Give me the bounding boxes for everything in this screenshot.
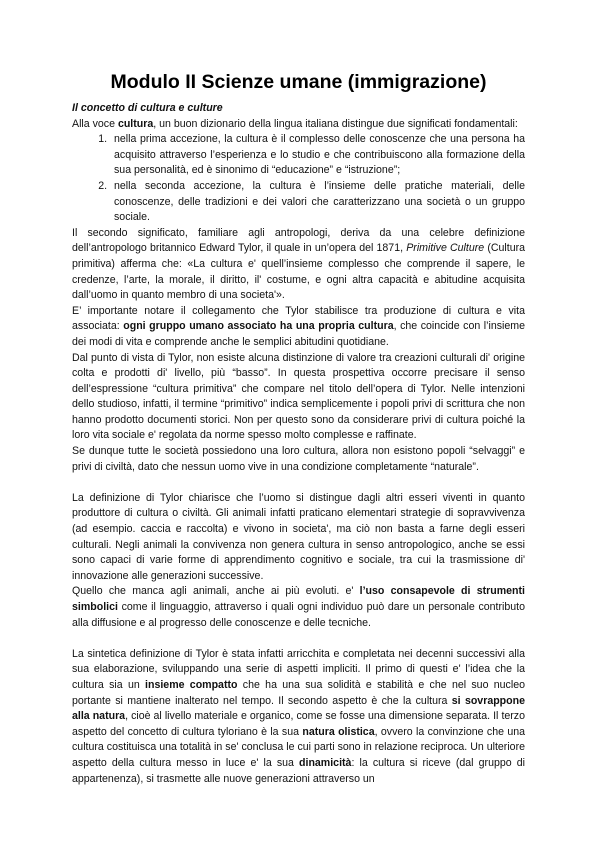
sintetica-text-1: La sintetica definizione di Tylor è stata infatti arricchita e completata nei decenni successivi alla sua elaborazione, sviluppando una serie di aspetti impliciti. Il primo di questi e' l’idea che la cultura sia un: [72, 647, 525, 691]
collegamento-bold: ogni gruppo umano associato ha una propria cultura: [123, 320, 394, 333]
manca-text-2: come il linguaggio, attraverso i quali ogni individuo può dare un personale contributo alla diffusione e al progresso delle conoscenze e delle tecniche.: [72, 601, 525, 629]
sintetica-text-4: , ovvero la convinzione che una cultura costituisca una totalità in se' conclusa le cui parti sono in relazione reciproca. Un ulteriore aspetto della cultura messo in luce e' la sua: [72, 725, 526, 769]
page-title: Modulo II Scienze umane (immigrazione): [110, 71, 487, 93]
intro-text-2: , un buon dizionario della lingua italiana distingue due significati fondamentali:: [153, 117, 518, 130]
tylor-text-2: (Cultura primitiva) afferma che: «La cultura e' quell’insieme complesso che comprende il sapere, le credenze, l’arte, la morale, il diritto, il' costume, e ogni altra capacità e abitudine acquisita dall’uomo in quanto membro di una societa'».: [72, 242, 526, 302]
list-item-2: 2. nella seconda accezione, la cultura è l’insieme delle pratiche materiali, delle conoscenze, delle tradizioni e dei valori che caratterizzano una società o un gruppo sociale.: [110, 179, 525, 226]
paragraph-spacer: [72, 631, 525, 647]
sintetica-text-2: che ha una sua solidità e stabilità e che nel suo nucleo portante si mantiene inalterato nel tempo. Il secondo aspetto è che la cultura: [72, 678, 525, 707]
tylor-paragraph: [72, 226, 525, 304]
manca-text-1: Quello che manca agli animali, anche ai più evoluti. e': [72, 585, 360, 598]
sintetica-text-3: , cioè al livello materiale e organico, come se fosse una dimensione separata. Il terzo aspetto del concetto di cultura tyloriano è la sua: [72, 710, 525, 738]
tylor-book-title: Primitive Culture: [406, 242, 485, 255]
paragraph-spacer: [72, 475, 525, 491]
sintetica-paragraph: [72, 647, 525, 787]
sintetica-bold-3: natura olistica: [302, 725, 375, 738]
intro-bold-cultura: cultura: [117, 117, 154, 130]
sintetica-bold-4: dinamicità: [299, 756, 352, 769]
intro-paragraph: [72, 117, 525, 133]
collegamento-paragraph: [72, 304, 525, 351]
sintetica-bold-1: insieme compatto: [145, 678, 238, 691]
manca-bold: l’uso consapevole di strumenti simbolici: [72, 585, 525, 613]
manca-paragraph: [72, 584, 525, 631]
intro-text-1: Alla voce: [72, 117, 118, 130]
societa-paragraph: Se dunque tutte le società possiedono una loro cultura, allora non esistono popoli “selvaggi” e privi di civiltà, dato che nessun uomo vive in una condizione completamente “naturale”.: [72, 445, 525, 473]
list-item-1: 1. nella prima accezione, la cultura è il complesso delle conoscenze che una persona ha acquisito attraverso l’esperienza e lo studio e che contribuiscono alla formazione della sua personalità, ed è sinonimo di “educazione” e “istruzione”;: [110, 132, 525, 179]
document-page: [72, 70, 525, 787]
definizione-paragraph: La definizione di Tylor chiarisce che l’uomo si distingue dagli altri esseri viventi in quanto produttore di cultura o civiltà. Gli animali infatti praticano elementari strategie di sopravvivenza (ad esempio. caccia e raccolta) e vivono in societa', ma ciò non basta a farne degli esseri culturali. Negli animali la convivenza non genera cultura in senso antropologico, anche se essi sono capaci di varie forme di apprendimento cognitivo e sociale, tra cui la trasmissione di' innovazione alle generazioni successive.: [72, 491, 525, 582]
section-subheading: Il concetto di cultura e culture: [72, 102, 223, 114]
punto-vista-paragraph: Dal punto di vista di Tylor, non esiste alcuna distinzione di valore tra creazioni culturali di' origine colta e prodotti di' livello, più “basso”. In questa prospettiva occorre precisare il senso dell’espressione “cultura primitiva” che compare nel titolo dell’opera di Tylor. Nelle intenzioni dello studioso, infatti, il termine “primitivo” indica semplicemente i popoli privi di scrittura che non hanno prodotto documenti storici. Non per questo sono da considerare privi di cultura poiché la loro vita sociale e' regolata da norme spesso molto complesse e raffinate.: [72, 351, 525, 442]
tylor-text-1: Il secondo significato, familiare agli antropologi, deriva da una celebre definizione dell’antropologo britannico Edward Tylor, il quale in un’opera del 1871,: [72, 226, 525, 255]
collegamento-text-2: , che coincide con l’insieme dei modi di vita e comprende anche le semplici abitudini quotidiane.: [72, 320, 525, 348]
sintetica-text-5: : la cultura si riceve (dal gruppo di appartenenza), si trasmette alle nuove generazioni attraverso un: [72, 756, 525, 785]
collegamento-text-1: E’ importante notare il collegamento che Tylor stabilisce tra produzione di cultura e vita associata:: [72, 304, 525, 333]
sintetica-bold-2: si sovrappone alla natura: [72, 694, 525, 723]
meanings-list: [72, 132, 525, 226]
